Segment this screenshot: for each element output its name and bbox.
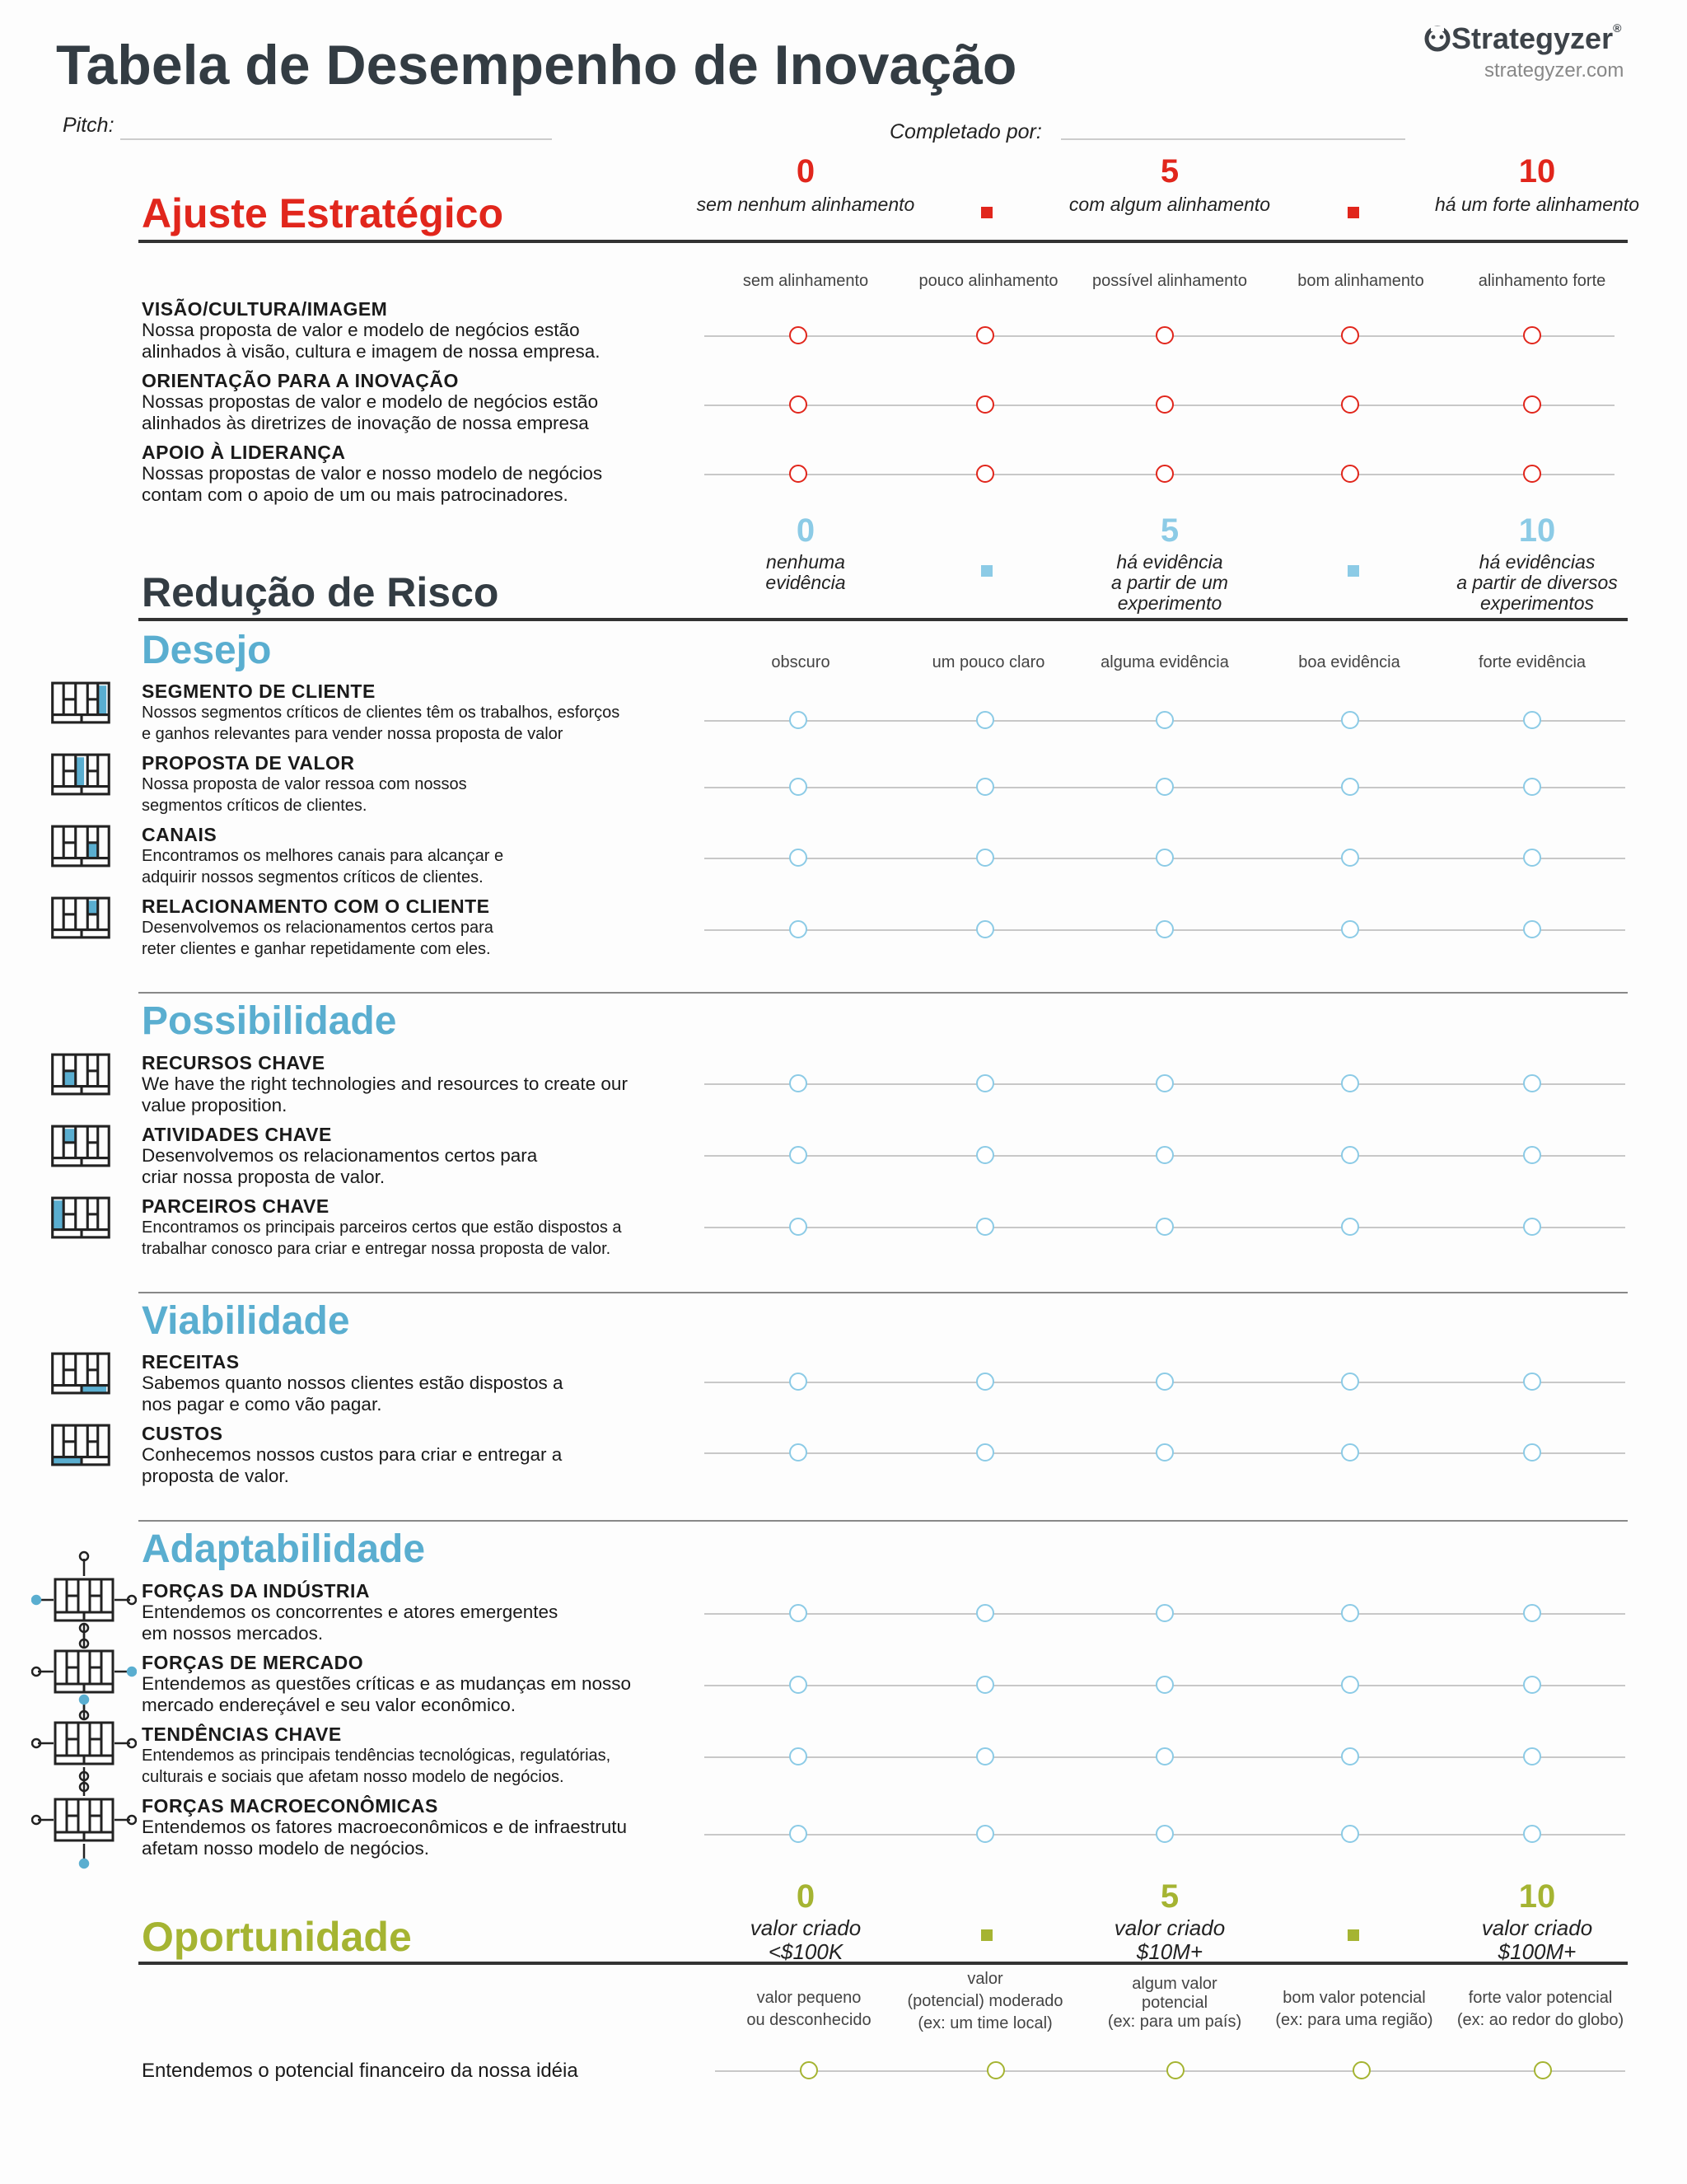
scale-number: 5 bbox=[1160, 512, 1180, 549]
scale-separator bbox=[981, 207, 993, 218]
rating-option[interactable] bbox=[1156, 711, 1174, 729]
scale-number: 0 bbox=[796, 1878, 815, 1915]
rating-option[interactable] bbox=[976, 1218, 994, 1236]
rating-option[interactable] bbox=[1523, 326, 1541, 344]
scale-text: há evidência a partir de um experimento bbox=[1111, 551, 1228, 614]
rating-option[interactable] bbox=[976, 465, 994, 483]
item-title: PARCEIROS CHAVE bbox=[142, 1195, 329, 1217]
macroeconomic-forces-icon bbox=[31, 1770, 137, 1873]
item-description: Desenvolvemos os relacionamentos certos para reter clientes e ganhar repetidamente com eles. bbox=[142, 919, 493, 958]
scale-text: há um forte alinhamento bbox=[1434, 194, 1640, 215]
item-title: FORÇAS DA INDÚSTRIA bbox=[142, 1580, 370, 1602]
risk-reduction-title: Redução de Risco bbox=[142, 569, 499, 615]
scale-number: 10 bbox=[1518, 153, 1556, 189]
brand-logo: Strategyzer® bbox=[1423, 21, 1621, 56]
rating-option[interactable] bbox=[1523, 1676, 1541, 1694]
scale-separator bbox=[1348, 207, 1359, 218]
item-description: Entendemos os fatores macroeconômicos e de infraestrutu afetam nosso modelo de negócios. bbox=[142, 1817, 628, 1859]
opportunity-statement: Entendemos o potencial financeiro da nossa idéia bbox=[142, 2060, 578, 2082]
canvas-customer-relationships-icon bbox=[49, 896, 114, 944]
canvas-key-activities-icon bbox=[49, 1124, 114, 1172]
column-label: forte valor potencial (ex: ao redor do globo) bbox=[1456, 1989, 1624, 2029]
item-title: FORÇAS DE MERCADO bbox=[142, 1652, 364, 1673]
rating-option[interactable] bbox=[976, 711, 994, 729]
scale-separator bbox=[981, 1929, 993, 1941]
rating-option[interactable] bbox=[1156, 1825, 1174, 1843]
feasibility-title: Possibilidade bbox=[142, 999, 397, 1043]
rating-option[interactable] bbox=[1341, 711, 1359, 729]
rating-option[interactable] bbox=[1156, 1676, 1174, 1694]
canvas-value-proposition-icon bbox=[49, 752, 114, 801]
column-label: alguma evidência bbox=[1101, 653, 1229, 671]
item-description: Encontramos os melhores canais para alcançar e adquirir nossos segmentos críticos de clientes. bbox=[142, 847, 504, 886]
rating-option[interactable] bbox=[1341, 1676, 1359, 1694]
rating-option[interactable] bbox=[789, 778, 807, 796]
rating-option[interactable] bbox=[1341, 849, 1359, 867]
rating-option[interactable] bbox=[976, 849, 994, 867]
item-title: RELACIONAMENTO COM O CLIENTE bbox=[142, 896, 490, 917]
item-description: Entendemos os concorrentes e atores emergentes em nossos mercados. bbox=[142, 1602, 558, 1644]
rating-option[interactable] bbox=[1341, 1373, 1359, 1391]
item-title: FORÇAS MACROECONÔMICAS bbox=[142, 1795, 438, 1817]
completed-by-label: Completado por: bbox=[890, 120, 1042, 143]
rating-option[interactable] bbox=[789, 1146, 807, 1164]
rating-option[interactable] bbox=[976, 1604, 994, 1622]
rating-option[interactable] bbox=[789, 1443, 807, 1461]
rating-option[interactable] bbox=[789, 326, 807, 344]
column-label: valor pequeno ou desconhecido bbox=[746, 1989, 872, 2029]
column-label: forte evidência bbox=[1478, 653, 1587, 671]
column-label: bom alinhamento bbox=[1297, 272, 1424, 290]
column-label: alinhamento forte bbox=[1478, 272, 1606, 290]
brand-name: Strategyzer bbox=[1451, 21, 1614, 55]
rating-option[interactable] bbox=[789, 395, 807, 414]
item-description: Sabemos quanto nossos clientes estão dispostos a nos pagar e como vão pagar. bbox=[142, 1373, 563, 1415]
rating-option[interactable] bbox=[1523, 465, 1541, 483]
rating-option[interactable] bbox=[789, 1074, 807, 1092]
column-label: obscuro bbox=[771, 653, 830, 671]
canvas-revenue-icon bbox=[49, 1351, 114, 1400]
item-description: Nossas propostas de valor e nosso modelo de negócios contam com o apoio de um ou mais patrocinadores. bbox=[142, 463, 603, 505]
rating-option[interactable] bbox=[1156, 1074, 1174, 1092]
strategyzer-logo-icon bbox=[1423, 25, 1451, 53]
rating-option[interactable] bbox=[789, 711, 807, 729]
column-label: algum valor potencial (ex: para um país) bbox=[1107, 1975, 1242, 2031]
scale-text: valor criado $10M+ bbox=[1114, 1915, 1226, 1964]
item-description: Entendemos as principais tendências tecnológicas, regulatórias, culturais e sociais que afetam nosso modelo de negócios. bbox=[142, 1747, 611, 1786]
rating-option[interactable] bbox=[1341, 778, 1359, 796]
item-title: RECEITAS bbox=[142, 1351, 240, 1373]
canvas-cost-icon bbox=[49, 1423, 114, 1471]
rating-option[interactable] bbox=[1353, 2061, 1371, 2079]
rating-option[interactable] bbox=[976, 920, 994, 938]
rating-option[interactable] bbox=[1156, 1146, 1174, 1164]
rating-option[interactable] bbox=[1523, 711, 1541, 729]
rating-option[interactable] bbox=[1341, 920, 1359, 938]
rating-option[interactable] bbox=[789, 1373, 807, 1391]
rating-option[interactable] bbox=[789, 920, 807, 938]
rating-option[interactable] bbox=[976, 1146, 994, 1164]
rating-option[interactable] bbox=[976, 1373, 994, 1391]
rating-option[interactable] bbox=[1341, 1218, 1359, 1236]
scale-number: 10 bbox=[1518, 512, 1556, 549]
rating-option[interactable] bbox=[1156, 1443, 1174, 1461]
rating-option[interactable] bbox=[1523, 1146, 1541, 1164]
rating-option[interactable] bbox=[1156, 1604, 1174, 1622]
column-label: boa evidência bbox=[1298, 653, 1400, 671]
adaptability-title: Adaptabilidade bbox=[142, 1527, 426, 1571]
scale-text: há evidências a partir de diversos experimentos bbox=[1456, 551, 1618, 614]
column-label: possível alinhamento bbox=[1092, 272, 1247, 290]
rating-option[interactable] bbox=[1534, 2061, 1552, 2079]
section-divider bbox=[138, 1962, 1628, 1965]
rating-option[interactable] bbox=[1341, 1443, 1359, 1461]
rating-option[interactable] bbox=[789, 1676, 807, 1694]
item-description: Nossa proposta de valor ressoa com nossos segmentos críticos de clientes. bbox=[142, 775, 467, 815]
item-description: We have the right technologies and resources to create our value proposition. bbox=[142, 1073, 628, 1115]
scale-number: 5 bbox=[1160, 1878, 1180, 1915]
item-title: ATIVIDADES CHAVE bbox=[142, 1124, 332, 1145]
rating-option[interactable] bbox=[1523, 1825, 1541, 1843]
scale-text: valor criado $100M+ bbox=[1481, 1915, 1593, 1964]
rating-option[interactable] bbox=[976, 1747, 994, 1765]
column-label: pouco alinhamento bbox=[918, 272, 1058, 290]
rating-option[interactable] bbox=[789, 1604, 807, 1622]
rating-option[interactable] bbox=[789, 1218, 807, 1236]
rating-option[interactable] bbox=[800, 2061, 818, 2079]
section-divider bbox=[138, 1292, 1628, 1293]
rating-option[interactable] bbox=[1156, 849, 1174, 867]
column-label: um pouco claro bbox=[932, 653, 1045, 671]
item-description: Conhecemos nossos custos para criar e entregar a proposta de valor. bbox=[142, 1444, 563, 1486]
scale-separator bbox=[1348, 1929, 1359, 1941]
rating-option[interactable] bbox=[1523, 1604, 1541, 1622]
canvas-customer-segments-icon bbox=[49, 680, 114, 729]
item-title: TENDÊNCIAS CHAVE bbox=[142, 1723, 342, 1745]
scale-separator bbox=[1348, 565, 1359, 577]
rating-option[interactable] bbox=[1341, 1074, 1359, 1092]
rating-option[interactable] bbox=[976, 395, 994, 414]
scale-number: 0 bbox=[796, 153, 815, 189]
item-description: Nossas propostas de valor e modelo de negócios estão alinhados às diretrizes de inovação de nossa empresa bbox=[142, 391, 599, 433]
rating-option[interactable] bbox=[1341, 1146, 1359, 1164]
rating-option[interactable] bbox=[1156, 1747, 1174, 1765]
item-title: CANAIS bbox=[142, 824, 217, 845]
item-description: Nossa proposta de valor e modelo de negócios estão alinhados à visão, cultura e imagem de nossa empresa. bbox=[142, 320, 600, 362]
scale-text: nenhuma evidência bbox=[765, 551, 846, 593]
item-description: Encontramos os principais parceiros certos que estão dispostos a trabalhar conosco para criar e entregar nossa proposta de valor. bbox=[142, 1218, 622, 1258]
rating-option[interactable] bbox=[1341, 395, 1359, 414]
pitch-field[interactable] bbox=[120, 138, 552, 140]
rating-option[interactable] bbox=[976, 1074, 994, 1092]
column-label: bom valor potencial (ex: para uma região) bbox=[1275, 1989, 1433, 2029]
rating-option[interactable] bbox=[789, 1747, 807, 1765]
scale-number: 5 bbox=[1160, 153, 1180, 189]
desirability-title: Desejo bbox=[142, 629, 272, 672]
rating-option[interactable] bbox=[789, 465, 807, 483]
item-description: Nossos segmentos críticos de clientes têm os trabalhos, esforços e ganhos relevantes para vender nossa proposta de valor bbox=[142, 704, 620, 743]
scale-text: valor criado <$100K bbox=[750, 1915, 862, 1964]
section-divider bbox=[138, 240, 1628, 243]
rating-option[interactable] bbox=[1523, 1443, 1541, 1461]
viability-title: Viabilidade bbox=[142, 1299, 350, 1343]
rating-option[interactable] bbox=[1156, 920, 1174, 938]
column-label: valor (potencial) moderado (ex: um time local) bbox=[907, 1970, 1063, 2032]
rating-option[interactable] bbox=[1156, 395, 1174, 414]
rating-option[interactable] bbox=[976, 1676, 994, 1694]
item-title: RECURSOS CHAVE bbox=[142, 1052, 325, 1073]
rating-option[interactable] bbox=[1341, 1825, 1359, 1843]
item-title: APOIO À LIDERANÇA bbox=[142, 442, 346, 463]
rating-option[interactable] bbox=[1523, 395, 1541, 414]
brand-url: strategyzer.com bbox=[1484, 59, 1624, 82]
rating-option[interactable] bbox=[1523, 1074, 1541, 1092]
item-description: Desenvolvemos os relacionamentos certos para criar nossa proposta de valor. bbox=[142, 1145, 538, 1187]
item-title: SEGMENTO DE CLIENTE bbox=[142, 680, 376, 702]
rating-option[interactable] bbox=[1523, 778, 1541, 796]
rating-option[interactable] bbox=[1156, 778, 1174, 796]
rating-option[interactable] bbox=[976, 326, 994, 344]
scale-text: com algum alinhamento bbox=[1068, 194, 1271, 215]
rating-option[interactable] bbox=[1341, 326, 1359, 344]
canvas-key-resources-icon bbox=[49, 1052, 114, 1101]
section-divider bbox=[138, 618, 1628, 621]
scale-number: 0 bbox=[796, 512, 815, 549]
item-description: Entendemos as questões críticas e as mudanças em nosso mercado endereçável e seu valor econômico. bbox=[142, 1673, 632, 1715]
rating-option[interactable] bbox=[789, 849, 807, 867]
section-divider bbox=[138, 1520, 1628, 1522]
completed-by-field[interactable] bbox=[1061, 138, 1405, 140]
rating-option[interactable] bbox=[789, 1825, 807, 1843]
rating-option[interactable] bbox=[1523, 849, 1541, 867]
scale-number: 10 bbox=[1518, 1878, 1556, 1915]
rating-option[interactable] bbox=[1523, 1218, 1541, 1236]
rating-option[interactable] bbox=[1156, 1373, 1174, 1391]
rating-option[interactable] bbox=[1341, 1747, 1359, 1765]
rating-option[interactable] bbox=[976, 1825, 994, 1843]
strategic-fit-title: Ajuste Estratégico bbox=[142, 190, 504, 236]
rating-option[interactable] bbox=[1341, 1604, 1359, 1622]
item-title: VISÃO/CULTURA/IMAGEM bbox=[142, 298, 388, 320]
opportunity-title: Oportunidade bbox=[142, 1914, 412, 1960]
rating-option[interactable] bbox=[1166, 2061, 1185, 2079]
pitch-label: Pitch: bbox=[63, 114, 114, 137]
section-divider bbox=[138, 992, 1628, 994]
canvas-key-partners-icon bbox=[49, 1195, 114, 1244]
rating-option[interactable] bbox=[1156, 1218, 1174, 1236]
item-title: ORIENTAÇÃO PARA A INOVAÇÃO bbox=[142, 370, 459, 391]
scale-separator bbox=[981, 565, 993, 577]
rating-option[interactable] bbox=[1523, 1373, 1541, 1391]
canvas-channels-icon bbox=[49, 824, 114, 872]
rating-option[interactable] bbox=[1523, 920, 1541, 938]
item-title: CUSTOS bbox=[142, 1423, 223, 1444]
rating-option[interactable] bbox=[1156, 465, 1174, 483]
rating-option[interactable] bbox=[976, 778, 994, 796]
rating-option[interactable] bbox=[1156, 326, 1174, 344]
rating-option[interactable] bbox=[987, 2061, 1005, 2079]
column-label: sem alinhamento bbox=[742, 272, 869, 290]
item-title: PROPOSTA DE VALOR bbox=[142, 752, 355, 774]
scale-text: sem nenhum alinhamento bbox=[696, 194, 915, 215]
rating-option[interactable] bbox=[1341, 465, 1359, 483]
rating-option[interactable] bbox=[976, 1443, 994, 1461]
rating-option[interactable] bbox=[1523, 1747, 1541, 1765]
page-title: Tabela de Desempenho de Inovação bbox=[56, 34, 1017, 96]
